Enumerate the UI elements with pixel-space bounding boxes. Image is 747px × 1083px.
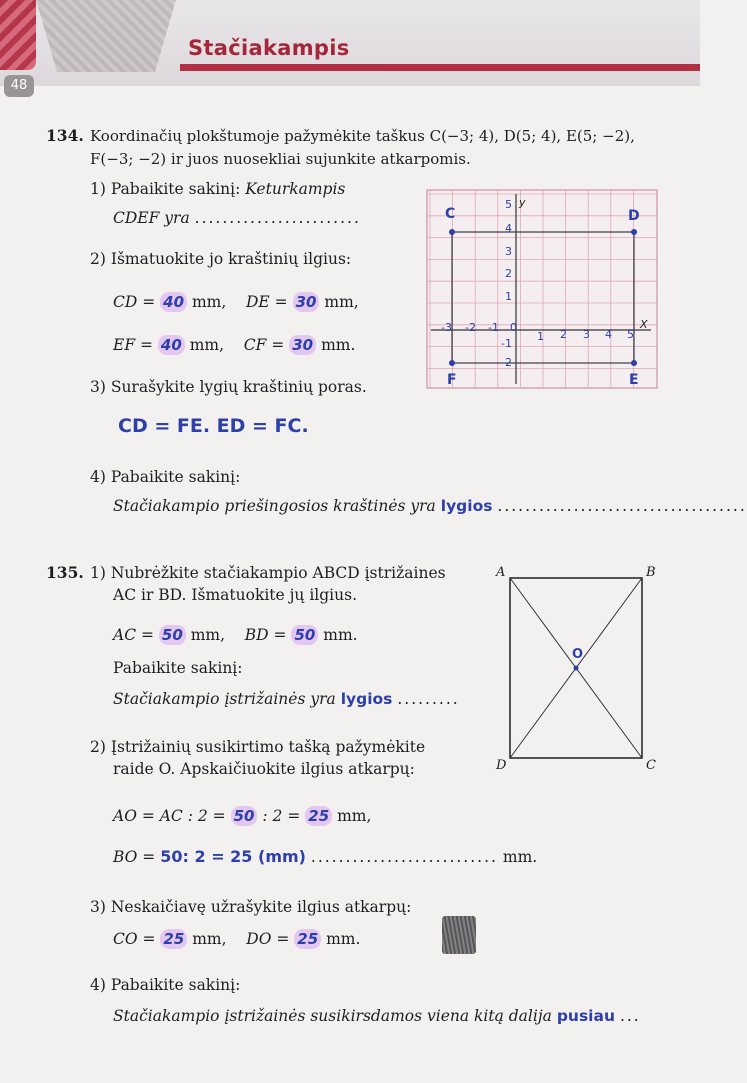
q1-term: Keturkampis bbox=[245, 180, 346, 198]
exercise-135-line2: AC ir BD. Išmatuokite jų ilgius. bbox=[113, 586, 358, 604]
y-tick-4: 4 bbox=[505, 222, 512, 235]
header-rule bbox=[180, 64, 700, 71]
x-tick-5: 5 bbox=[627, 328, 634, 341]
exercise-134-intro-line1: Koordinačių plokštumoje pažymėkite taškus C(−3; 4), D(5; 4), E(5; −2), bbox=[90, 127, 635, 145]
y-tick-5: 5 bbox=[505, 198, 512, 211]
vertex-a: A bbox=[496, 565, 506, 580]
point-d bbox=[631, 229, 637, 235]
label-d: D bbox=[628, 208, 640, 224]
rectangle-abcd-diagram bbox=[490, 562, 660, 772]
de-unit: mm, bbox=[324, 293, 359, 311]
ef-label: EF = bbox=[113, 336, 153, 354]
x-tick-minus-2: -2 bbox=[465, 321, 476, 334]
point-e bbox=[631, 360, 637, 366]
co-do-line bbox=[113, 929, 360, 949]
diag-sentence: Stačiakampio įstrižainės yra bbox=[113, 690, 336, 708]
bd-answer: 50 bbox=[291, 625, 318, 645]
q1-line-text: CDEF yra bbox=[113, 209, 190, 227]
y-tick-3: 3 bbox=[505, 245, 512, 258]
ef-unit: mm, bbox=[189, 336, 225, 354]
vertex-c: C bbox=[646, 758, 656, 773]
y-tick-1: 1 bbox=[505, 290, 512, 303]
q4-135-label: 4) Pabaikite sakinį: bbox=[90, 976, 241, 994]
q4-label: 4) Pabaikite sakinį: bbox=[90, 468, 241, 486]
q4-135-answer: pusiau bbox=[556, 1007, 615, 1025]
ac-bd-line bbox=[113, 625, 358, 645]
diag-sentence-line bbox=[113, 689, 460, 709]
header-illustration bbox=[36, 0, 176, 72]
y-tick-minus-1: -1 bbox=[501, 337, 512, 350]
y-tick-minus-2: -2 bbox=[501, 356, 512, 369]
ac-label: AC = bbox=[113, 626, 154, 644]
ao-value: 25 bbox=[305, 806, 332, 826]
cf-answer: 30 bbox=[289, 335, 316, 355]
y-tick-2: 2 bbox=[505, 267, 512, 280]
cf-label: CF = bbox=[243, 336, 285, 354]
diag-blank: ......... bbox=[397, 690, 460, 708]
q1-line bbox=[113, 208, 361, 228]
exercise-135-number: 135. bbox=[46, 563, 84, 582]
bo-line bbox=[113, 847, 537, 867]
bo-label: BO = bbox=[113, 848, 156, 866]
vertex-b: B bbox=[646, 565, 656, 580]
bd-label: BD = bbox=[244, 626, 287, 644]
label-c: C bbox=[445, 206, 456, 222]
x-axis-label: X bbox=[640, 318, 648, 331]
do-unit: mm. bbox=[326, 930, 361, 948]
q1-label-text: 1) Pabaikite sakinį: bbox=[90, 180, 241, 198]
chapter-title: Stačiakampis bbox=[188, 36, 350, 60]
label-o: O bbox=[572, 647, 584, 662]
co-answer: 25 bbox=[160, 929, 187, 949]
vertex-d: D bbox=[496, 758, 507, 773]
cd-unit: mm, bbox=[191, 293, 227, 311]
ao-unit: mm, bbox=[337, 807, 372, 825]
cd-answer: 40 bbox=[160, 292, 187, 312]
exercise-134-number: 134. bbox=[46, 126, 84, 145]
x-tick-3: 3 bbox=[583, 328, 590, 341]
x-tick-minus-3: -3 bbox=[441, 321, 452, 334]
co-label: CO = bbox=[113, 930, 156, 948]
exercise-135-line1: 1) Nubrėžkite stačiakampio ABCD įstrižaines bbox=[90, 564, 446, 582]
q4-answer: lygios bbox=[440, 497, 493, 515]
q3-label: 3) Surašykite lygių kraštinių poras. bbox=[90, 378, 367, 396]
x-tick-minus-1: -1 bbox=[488, 321, 499, 334]
do-label: DO = bbox=[246, 930, 290, 948]
ao-text: AO = AC : 2 = bbox=[113, 807, 226, 825]
bo-answer: 50: 2 = 25 (mm) bbox=[160, 847, 306, 866]
ef-answer: 40 bbox=[158, 335, 185, 355]
coordinate-grid bbox=[427, 190, 657, 388]
bd-unit: mm. bbox=[323, 626, 358, 644]
q1-label bbox=[90, 179, 345, 199]
cd-de-line bbox=[113, 292, 359, 312]
label-f: F bbox=[447, 372, 457, 388]
x-tick-4: 4 bbox=[605, 328, 612, 341]
ac-answer: 50 bbox=[159, 625, 186, 645]
cf-unit: mm. bbox=[321, 336, 356, 354]
ink-smudge bbox=[442, 916, 476, 954]
page-number: 48 bbox=[4, 75, 34, 97]
do-answer: 25 bbox=[294, 929, 321, 949]
y-axis-label: y bbox=[519, 196, 526, 209]
q4-sentence: Stačiakampio priešingosios kraštinės yra bbox=[113, 497, 436, 515]
q4-135-sentence: Stačiakampio įstrižainės susikirsdamos viena kitą dalija bbox=[113, 1007, 552, 1025]
ao-mid: : 2 = bbox=[262, 807, 301, 825]
ao-line bbox=[113, 806, 371, 826]
diag-finish-label: Pabaikite sakinį: bbox=[113, 659, 243, 677]
q3-135-label: 3) Neskaičiavę užrašykite ilgius atkarpų: bbox=[90, 898, 412, 916]
q4-135-sentence-line bbox=[113, 1006, 641, 1026]
exercise-134-intro-line2: F(−3; −2) ir juos nuosekliai sujunkite atkarpomis. bbox=[90, 150, 471, 168]
q4-blank: .................................... bbox=[497, 497, 747, 515]
q4-135-blank: ... bbox=[619, 1007, 641, 1025]
q4-sentence-line bbox=[113, 496, 747, 516]
ac-unit: mm, bbox=[190, 626, 226, 644]
de-answer: 30 bbox=[293, 292, 320, 312]
ef-cf-line bbox=[113, 335, 355, 355]
q1-blank: ........................ bbox=[194, 209, 361, 227]
q3-answer: CD = FE. ED = FC. bbox=[118, 415, 309, 437]
bo-unit: mm. bbox=[502, 848, 538, 866]
q2-label: 2) Išmatuokite jo kraštinių ilgius: bbox=[90, 250, 352, 268]
label-e: E bbox=[629, 372, 639, 388]
header-decoration bbox=[0, 0, 36, 70]
x-tick-1: 1 bbox=[537, 330, 544, 343]
de-label: DE = bbox=[246, 293, 288, 311]
ao-value-ac: 50 bbox=[231, 806, 258, 826]
co-unit: mm, bbox=[192, 930, 227, 948]
point-f bbox=[449, 360, 455, 366]
x-tick-2: 2 bbox=[560, 328, 567, 341]
diag-answer: lygios bbox=[340, 690, 393, 708]
point-o bbox=[574, 666, 579, 671]
q2-line2: raide O. Apskaičiuokite ilgius atkarpų: bbox=[113, 760, 415, 778]
x-tick-0: 0 bbox=[510, 321, 517, 334]
bo-blank: ........................... bbox=[310, 848, 498, 866]
point-c bbox=[449, 229, 455, 235]
cd-label: CD = bbox=[113, 293, 156, 311]
q2-line1: 2) Įstrižainių susikirtimo tašką pažymėkite bbox=[90, 738, 426, 756]
